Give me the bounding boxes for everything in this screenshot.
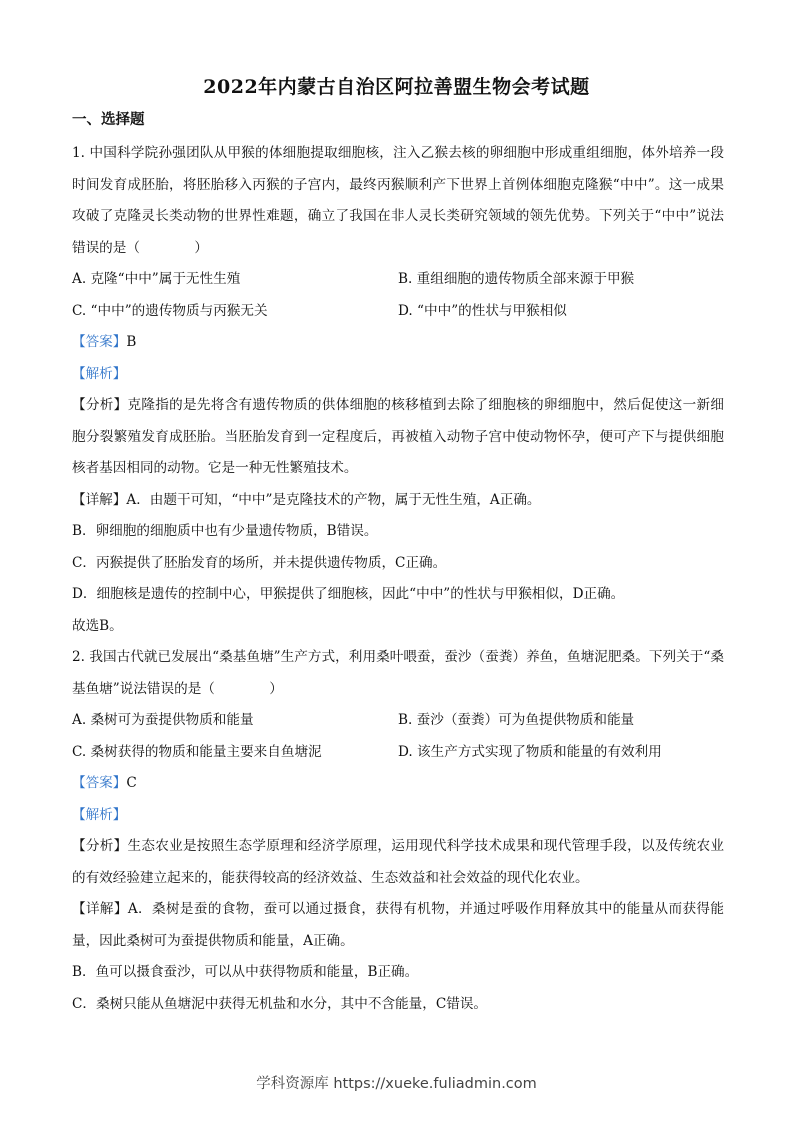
fenxi-text: 克隆指的是先将含有遗传物质的供体细胞的核移植到去除了细胞核的卵细胞中，然后促使这一新细胞分裂繁殖发育成胚胎。当胚胎发育到一定程度后，再被植入动物子宫中使动物怀孕，便可产下与提供细胞核者基因相同的动物。它是一种无性繁殖技术。 [72,397,724,476]
analysis-paragraph [72,390,724,485]
detail-line-c: C．丙猴提供了胚胎发育的场所，并未提供遗传物质，C正确。 [72,554,447,571]
detail-line-c: C．桑树只能从鱼塘泥中获得无机盐和水分，其中不含能量，C错误。 [72,995,488,1012]
answer-value: B [126,334,137,350]
xiangjie-tag: 【详解】 [72,491,127,508]
footer-watermark: 学科资源库 https://xueke.fuliadmin.com [256,1076,537,1092]
conclusion-line: 故选B。 [72,617,123,634]
detail-line-b: B．鱼可以摄食蚕沙，可以从中获得物质和能量，B正确。 [72,964,419,980]
question-1-options-row-1 [72,264,724,296]
answer-line [72,327,724,359]
question-2-options-row-2 [72,737,724,769]
option-a: A. 克隆“中中”属于无性生殖 [72,271,241,287]
detail-paragraph [72,485,724,517]
option-b: B. 重组细胞的遗传物质全部来源于甲猴 [398,271,635,287]
answer-tag: 【答案】 [72,334,127,350]
option-a: A. 桑树可为蚕提供物质和能量 [72,712,254,728]
section-heading: 一、选择题 [72,111,145,128]
answer-tag: 【答案】 [72,775,127,791]
analysis-paragraph [72,831,724,894]
question-2-stem: 2. 我国古代就已发展出“桑基鱼塘”生产方式，利用桑叶喂蚕，蚕沙（蚕粪）养鱼，鱼塘泥肥桑。下列关于“桑基鱼塘”说法错误的是（ ） [72,649,724,697]
document-body [72,138,724,1020]
analysis-line [72,800,724,832]
option-c: C. 桑树获得的物质和能量主要来自鱼塘泥 [72,743,322,760]
option-d: D. “中中”的性状与甲猴相似 [398,302,567,319]
question-1-stem: 1. 中国科学院孙强团队从甲猴的体细胞提取细胞核，注入乙猴去核的卵细胞中形成重组细胞，体外培养一段时间发育成胚胎，将胚胎移入丙猴的子宫内，最终丙猴顺利产下世界上首例体细胞克隆猴“中中”。这一成果攻破了克隆灵长类动物的世界性难题，确立了我国在非人灵长类研究领域的领先优势。下列关于“中中”说法错误的是（ ） [72,145,724,256]
fenxi-text: 生态农业是按照生态学原理和经济学原理，运用现代科学技术成果和现代管理手段，以及传统农业的有效经验建立起来的，能获得较高的经济效益、生态效益和社会效益的现代化农业。 [72,838,724,886]
question-2-options-row-1 [72,705,724,737]
xiangjie-text: A．桑树是蚕的食物，蚕可以通过摄食，获得有机物，并通过呼吸作用释放其中的能量从而获得能量，因此桑树可为蚕提供物质和能量，A正确。 [72,901,724,949]
detail-line-b: B．卵细胞的细胞质中也有少量遗传物质，B错误。 [72,523,378,539]
option-c: C. “中中”的遗传物质与丙猴无关 [72,302,268,319]
detail-line-d: D．细胞核是遗传的控制中心，甲猴提供了细胞核，因此“中中”的性状与甲猴相似，D正确。 [72,586,625,602]
answer-value: C [126,775,137,791]
analysis-tag: 【解析】 [72,806,127,823]
analysis-tag: 【解析】 [72,365,127,382]
fenxi-tag: 【分析】 [72,838,128,854]
option-d: D. 该生产方式实现了物质和能量的有效利用 [398,743,662,760]
answer-line [72,768,724,800]
question-1-options-row-2 [72,296,724,328]
detail-paragraph [72,894,724,957]
xiangjie-tag: 【详解】 [72,901,128,917]
page-title: 2022年内蒙古自治区阿拉善盟生物会考试题 [203,76,590,98]
option-b: B. 蚕沙（蚕粪）可为鱼提供物质和能量 [398,712,635,728]
fenxi-tag: 【分析】 [72,397,128,413]
analysis-line [72,359,724,391]
xiangjie-text: A．由题干可知，“中中”是克隆技术的产物，属于无性生殖，A正确。 [126,491,541,508]
